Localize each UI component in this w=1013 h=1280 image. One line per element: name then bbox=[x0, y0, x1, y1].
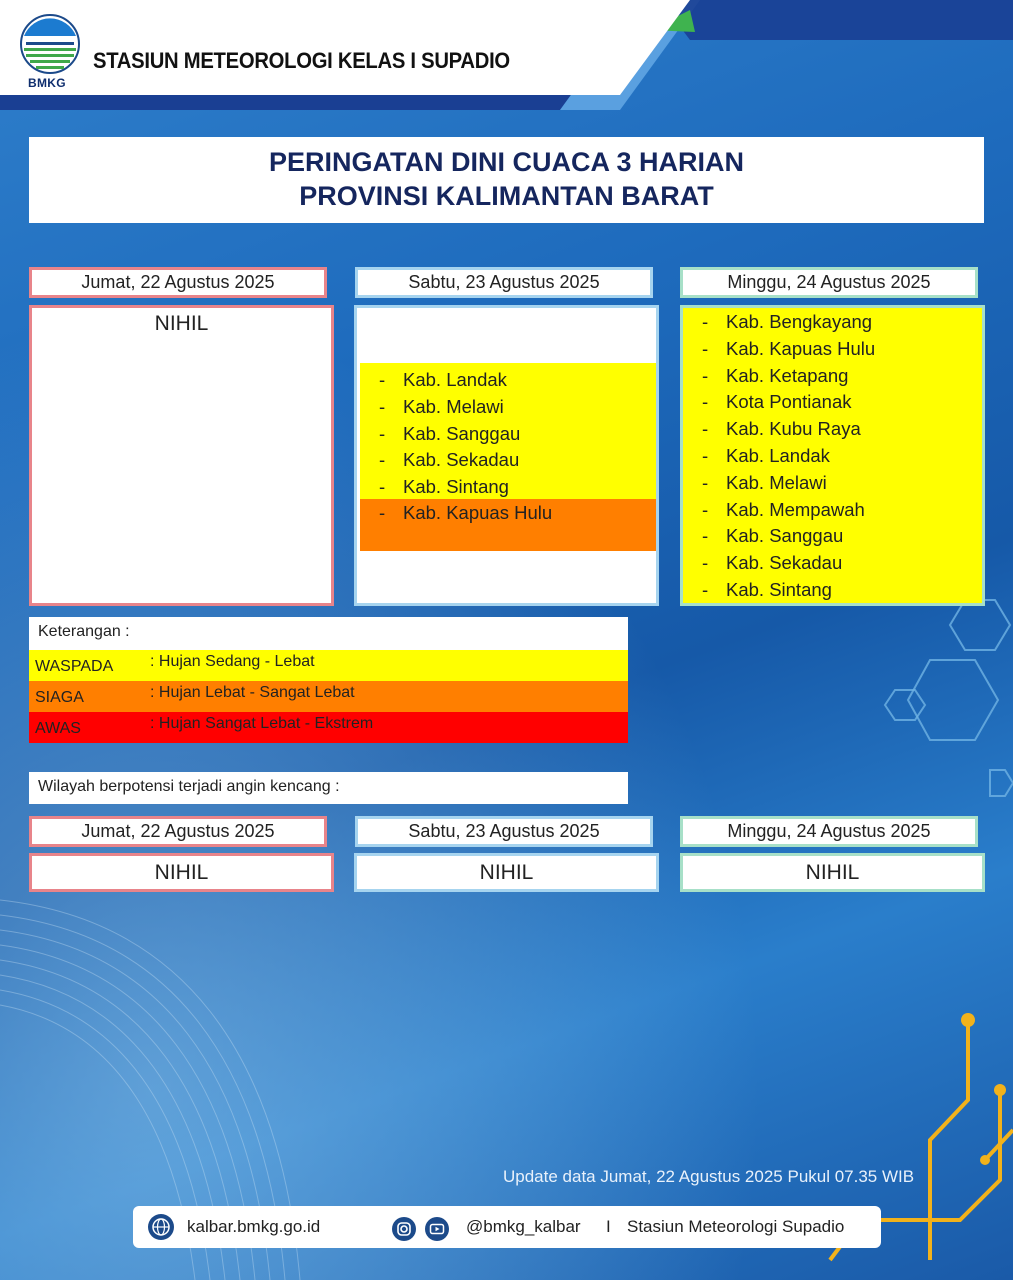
legend-siaga bbox=[29, 681, 628, 712]
list-item: - Kab. Landak bbox=[702, 444, 830, 466]
list-item: - Kab. Kapuas Hulu bbox=[702, 337, 876, 359]
list-item: - Kab. Sintang bbox=[702, 578, 832, 600]
legend-waspada bbox=[29, 650, 628, 681]
list-item: - Kab. Sanggau bbox=[379, 422, 521, 444]
globe-icon bbox=[148, 1214, 174, 1240]
list-item: - Kab. Landak bbox=[379, 369, 507, 390]
rain-panel-day1 bbox=[29, 305, 334, 606]
youtube-icon[interactable] bbox=[425, 1217, 449, 1241]
footer-separator: I bbox=[606, 1217, 611, 1236]
waspada-list-day2 bbox=[360, 363, 656, 501]
siaga-list-day2 bbox=[360, 499, 656, 527]
wind-date-day1: Jumat, 22 Agustus 2025 bbox=[29, 816, 327, 847]
legend-level: AWAS bbox=[35, 720, 81, 737]
legend-level: WASPADA bbox=[35, 658, 114, 675]
rain-nihil-day1: NIHIL bbox=[154, 312, 209, 335]
title-line-2: PROVINSI KALIMANTAN BARAT bbox=[299, 181, 714, 211]
wind-value-day2: NIHIL bbox=[354, 853, 659, 892]
legend-awas bbox=[29, 712, 628, 743]
list-item: - Kab. Sekadau bbox=[702, 552, 843, 574]
list-item: - Kab. Ketapang bbox=[702, 364, 849, 386]
waspada-area-day2 bbox=[360, 363, 656, 499]
list-item: - Kab. Sintang bbox=[379, 476, 509, 498]
legend-desc: : Hujan Sedang - Lebat bbox=[150, 653, 315, 670]
legend-desc: : Hujan Sangat Lebat - Ekstrem bbox=[150, 715, 374, 732]
list-item: - Kota Pontianak bbox=[702, 391, 852, 413]
logo-text: BMKG bbox=[28, 76, 66, 90]
footer-bar bbox=[133, 1206, 881, 1248]
legend-level: SIAGA bbox=[35, 689, 84, 706]
wind-date-day2: Sabtu, 23 Agustus 2025 bbox=[355, 816, 653, 847]
list-item: - Kab. Mempawah bbox=[702, 498, 865, 520]
legend-heading: Keterangan : bbox=[29, 617, 628, 650]
wind-date-day3: Minggu, 24 Agustus 2025 bbox=[680, 816, 978, 847]
wind-heading: Wilayah berpotensi terjadi angin kencang : bbox=[29, 772, 628, 804]
list-item: - Kab. Melawi bbox=[702, 471, 827, 493]
rain-date-day1: Jumat, 22 Agustus 2025 bbox=[29, 267, 327, 298]
list-item: - Kab. Kubu Raya bbox=[702, 418, 861, 440]
rain-date-day3: Minggu, 24 Agustus 2025 bbox=[680, 267, 978, 298]
station-title: STASIUN METEOROLOGI KELAS I SUPADIO bbox=[93, 48, 510, 73]
rain-panel-day2 bbox=[354, 305, 659, 606]
footer-station: Stasiun Meteorologi Supadio bbox=[627, 1217, 845, 1236]
rain-date-day2: Sabtu, 23 Agustus 2025 bbox=[355, 267, 653, 298]
list-item: - Kab. Kapuas Hulu bbox=[379, 502, 553, 523]
title-line-1: PERINGATAN DINI CUACA 3 HARIAN bbox=[268, 147, 744, 177]
list-item: - Kab. Sanggau bbox=[702, 525, 844, 547]
siaga-area-day2 bbox=[360, 499, 656, 551]
page-title bbox=[29, 137, 984, 223]
list-item: - Kab. Sekadau bbox=[379, 449, 520, 471]
wind-value-day1: NIHIL bbox=[29, 853, 334, 892]
rain-panel-day3 bbox=[680, 305, 985, 606]
social-handle[interactable]: @bmkg_kalbar bbox=[466, 1217, 581, 1236]
update-timestamp: Update data Jumat, 22 Agustus 2025 Pukul 07.35 WIB bbox=[503, 1167, 915, 1186]
legend-desc: : Hujan Lebat - Sangat Lebat bbox=[150, 684, 355, 701]
list-item: - Kab. Bengkayang bbox=[702, 311, 873, 332]
waspada-list-day3 bbox=[683, 308, 982, 604]
wind-value-day3: NIHIL bbox=[680, 853, 985, 892]
list-item: - Kab. Melawi bbox=[379, 395, 504, 417]
website-link[interactable]: kalbar.bmkg.go.id bbox=[187, 1217, 321, 1236]
instagram-icon[interactable] bbox=[392, 1217, 416, 1241]
